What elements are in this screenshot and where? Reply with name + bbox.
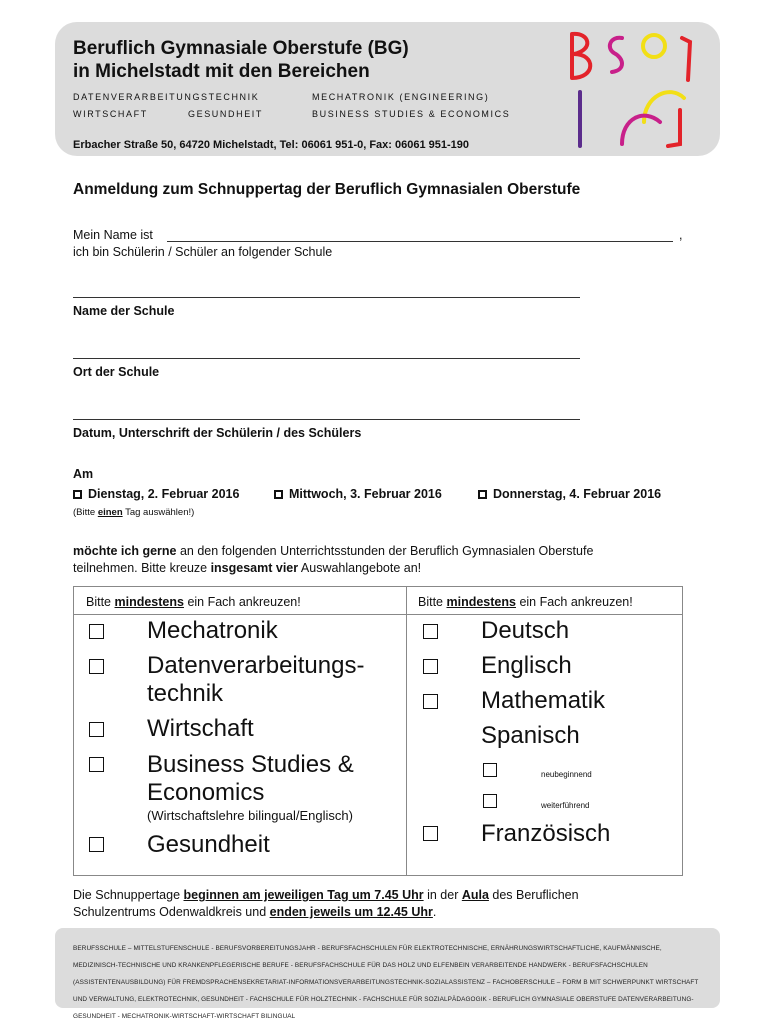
checkbox-gesundheit[interactable] (89, 837, 104, 852)
intro-rest: an den folgenden Unterrichtsstunden der Beruflich Gymnasialen Oberstufe (176, 544, 594, 558)
school-title (73, 37, 553, 83)
school-intro: ich bin Schülerin / Schüler an folgender Schule (73, 245, 333, 259)
checkbox-icon[interactable] (73, 490, 82, 499)
school-name-field[interactable] (73, 285, 580, 298)
label-signature: Datum, Unterschrift der Schülerin / des Schülers (73, 426, 362, 440)
subject-spanisch: Spanisch (481, 722, 580, 749)
hint-text: (Bitte (73, 507, 98, 518)
subject-business-note: (Wirtschaftslehre bilingual/Englisch) (147, 808, 353, 823)
subject-deutsch: Deutsch (481, 617, 570, 644)
subject-englisch: Englisch (481, 652, 572, 679)
checkbox-mechatronik[interactable] (89, 624, 104, 639)
school-city-field[interactable] (73, 346, 580, 359)
area-mechatronik: MECHATRONIK (ENGINEERING) (312, 92, 490, 102)
closing-location: Aula (461, 888, 489, 902)
day-hint (73, 507, 194, 518)
day-label: Mittwoch, 3. Februar 2016 (289, 487, 442, 501)
subject-wirtschaft: Wirtschaft (147, 715, 254, 742)
name-prefix: Mein Name ist (73, 228, 153, 242)
hint-emphasis: einen (97, 507, 123, 518)
closing-text: des Beruflichen (488, 888, 579, 902)
subject-business-1: Business Studies & (147, 751, 354, 778)
intro-line2-end: Auswahlangebote an! (298, 561, 422, 575)
th-text: ein Fach ankreuzen! (183, 595, 301, 609)
checkbox-spanisch-neu[interactable] (483, 763, 497, 777)
intro-paragraph (73, 543, 703, 577)
area-business: BUSINESS STUDIES & ECONOMICS (312, 109, 511, 119)
th-text: Bitte (418, 595, 447, 609)
table-header-left (86, 595, 301, 609)
checkbox-franzoesisch[interactable] (423, 826, 438, 841)
subject-franzoesisch: Französisch (481, 820, 611, 847)
closing-start-time: beginnen am jeweiligen Tag um 7.45 Uhr (183, 888, 424, 902)
signature-field[interactable] (73, 407, 580, 420)
subject-datenverarbeitung-1: Datenverarbeitungs- (147, 652, 365, 679)
checkbox-spanisch-weiter[interactable] (483, 794, 497, 808)
subject-business-2: Economics (147, 779, 265, 806)
closing-paragraph (73, 887, 697, 921)
subject-datenverarbeitung-2: technik (147, 680, 224, 707)
day-label: Donnerstag, 4. Februar 2016 (493, 487, 662, 501)
th-emphasis: mindestens (114, 595, 184, 609)
closing-text: Schulzentrums Odenwaldkreis und (73, 905, 270, 919)
subject-mathematik: Mathematik (481, 687, 606, 714)
day-option-thursday[interactable] (478, 487, 661, 501)
closing-end-time: enden jeweils um 12.45 Uhr (269, 905, 433, 919)
day-option-wednesday[interactable] (274, 487, 442, 501)
day-option-tuesday[interactable] (73, 487, 239, 501)
subject-gesundheit: Gesundheit (147, 831, 270, 858)
label-spanisch-weiter: weiterführend (541, 801, 590, 810)
closing-text: in der (423, 888, 462, 902)
name-suffix: , (679, 228, 683, 242)
label-school-city: Ort der Schule (73, 365, 160, 379)
closing-text: . (432, 905, 437, 919)
checkbox-datenverarbeitung[interactable] (89, 659, 104, 674)
checkbox-wirtschaft[interactable] (89, 722, 104, 737)
label-spanisch-neu: neubeginnend (541, 770, 592, 779)
checkbox-deutsch[interactable] (423, 624, 438, 639)
day-label: Dienstag, 2. Februar 2016 (88, 487, 240, 501)
th-emphasis: mindestens (446, 595, 516, 609)
area-dv: DATENVERARBEITUNGSTECHNIK (73, 92, 260, 102)
name-field[interactable] (167, 228, 673, 242)
table-header-right (418, 595, 633, 609)
intro-bold: möchte ich gerne (73, 544, 177, 558)
area-gesundheit: GESUNDHEIT (188, 109, 264, 119)
form-heading: Anmeldung zum Schnuppertag der Beruflich Gymnasialen Oberstufe (73, 181, 581, 198)
area-wirtschaft: WIRTSCHAFT (73, 109, 148, 119)
hint-text: Tag auswählen!) (122, 507, 195, 518)
intro-line2: teilnehmen. Bitte kreuze (73, 561, 211, 575)
title-line-1: Beruflich Gymnasiale Oberstufe (BG) (73, 38, 409, 59)
table-header-line (73, 614, 683, 615)
subject-mechatronik: Mechatronik (147, 617, 278, 644)
label-school-name: Name der Schule (73, 304, 175, 318)
table-divider (406, 586, 407, 876)
title-line-2: in Michelstadt mit den Bereichen (73, 61, 370, 82)
label-am: Am (73, 467, 94, 481)
checkbox-business-studies[interactable] (89, 757, 104, 772)
intro-bold-2: insgesamt vier (210, 561, 299, 575)
contact-info: Erbacher Straße 50, 64720 Michelstadt, Tel: 06061 951-0, Fax: 06061 951-190 (73, 139, 470, 151)
closing-text: Die Schnuppertage (73, 888, 184, 902)
th-text: Bitte (86, 595, 115, 609)
checkbox-icon[interactable] (478, 490, 487, 499)
school-logo (560, 26, 700, 152)
checkbox-mathematik[interactable] (423, 694, 438, 709)
footer-text: BERUFSSCHULE – MITTELSTUFENSCHULE - BERUFSVORBEREITUNGSJAHR - BERUFSFACHSCHULEN FÜR ELEKTROTECHNISCHE, ERNÄHRUNGSWIRTSCHAFTLICHE, KAUFMÄNNISCHE, MEDIZINISCH-TECHNISCHE UND KRANKENPFLEGERISCHE BERUFE - BERUFSFACHSCHULE FÜR DAS HOLZ UND ELFENBEIN VERARBEITENDE HANDWERK - BERUFSFACHSCHULEN (ASSISTENTENAUSBILDUNG) FÜR FREMDSPRACHENSEKRETARIAT-INFORMATIONSVERARBEITUNGSTECHNIK-SOZIALASSISTENZ – FACHOBERSCHULE – FORM B MIT SCHWERPUNKT WIRTSCHAFT UND VERWALTUNG, ELEKTROTECHNIK, GESUNDHEIT - FACHSCHULE FÜR HOLZTECHNIK - FACHSCHULE FÜR SOZIALPÄDAGOGIK - BERUFLICH GYMNASIALE OBERSTUFE DATENVERARBEITUNG-GESUNDHEIT - MECHATRONIK-WIRTSCHAFT-WIRTSCHAFT BILINGUAL (73, 945, 699, 1020)
checkbox-icon[interactable] (274, 490, 283, 499)
th-text: ein Fach ankreuzen! (515, 595, 633, 609)
checkbox-englisch[interactable] (423, 659, 438, 674)
